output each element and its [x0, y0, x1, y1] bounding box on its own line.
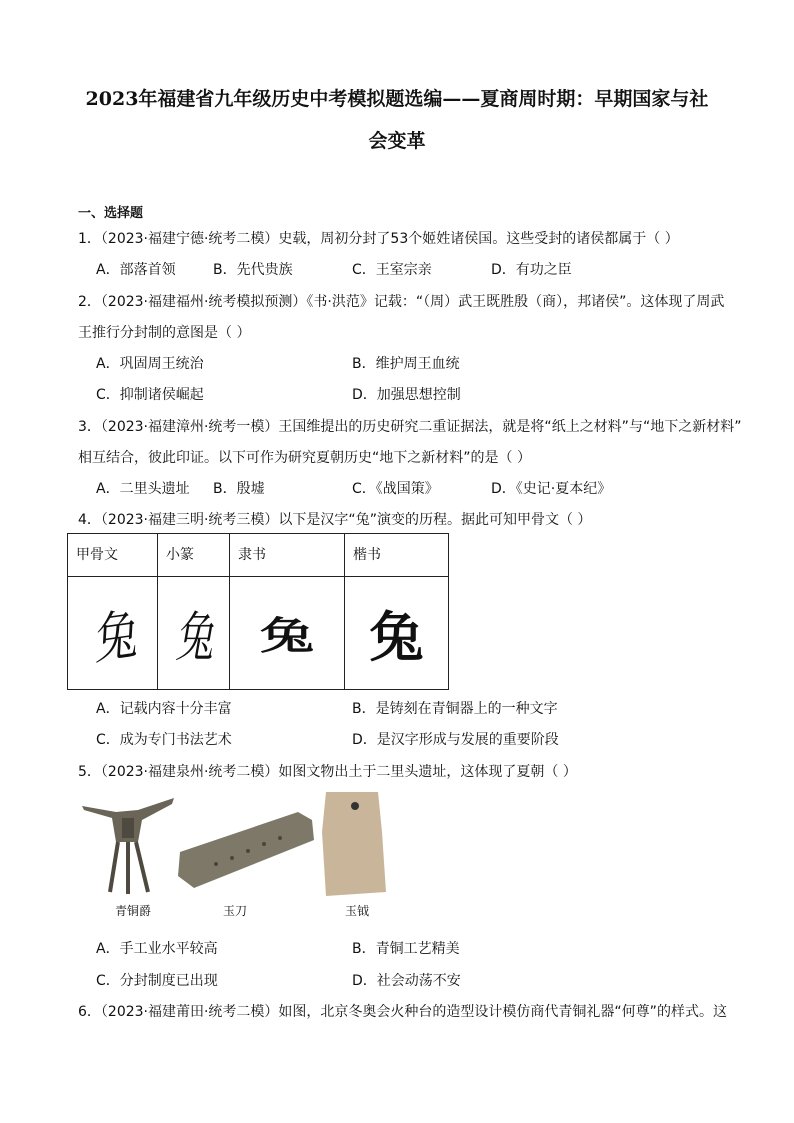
q5-option-b[interactable]: B．青铜工艺精美 [352, 941, 460, 957]
table-header-clerical: 隶书 [230, 534, 345, 577]
section-heading: 一、选择题 [78, 206, 144, 221]
regular-script-glyph: 兔 [345, 577, 449, 690]
artifact-images [76, 792, 406, 902]
q1-option-a[interactable]: A．部落首领 [96, 262, 176, 278]
q4-option-a[interactable]: A．记载内容十分丰富 [96, 701, 232, 717]
q3-option-d[interactable]: D．《史记·夏本纪》 [491, 481, 612, 497]
caption-bronze-jue: 青铜爵 [114, 904, 151, 918]
q1-option-b[interactable]: B．先代贵族 [213, 262, 293, 278]
q4-option-c[interactable]: C．成为专门书法艺术 [96, 732, 232, 748]
table-header-seal: 小篆 [158, 534, 230, 577]
q5-option-d[interactable]: D．社会动荡不安 [352, 973, 461, 989]
q1-option-c[interactable]: C．王室宗亲 [352, 262, 432, 278]
jade-blade-image [178, 812, 314, 888]
q5-option-a[interactable]: A．手工业水平较高 [96, 941, 218, 957]
q3-option-c[interactable]: C．《战国策》 [352, 481, 439, 497]
oracle-bone-glyph: 兔 [68, 577, 158, 690]
q2-stem-line2: 王推行分封制的意图是（ ） [78, 325, 251, 341]
q6-stem: 6．（2023·福建莆田·统考二模）如图，北京冬奥会火种台的造型设计模仿商代青铜礼器“何尊”的样式。这 [78, 1004, 727, 1020]
q3-option-b[interactable]: B．殷墟 [213, 481, 265, 497]
table-header-oracle: 甲骨文 [68, 534, 158, 577]
caption-jade-axe: 玉钺 [344, 904, 369, 918]
character-evolution-table [67, 533, 449, 690]
q1-stem: 1．（2023·福建宁德·统考二模）史载，周初分封了53个姬姓诸侯国。这些受封的诸侯都属于（ ） [78, 231, 679, 247]
q4-option-d[interactable]: D．是汉字形成与发展的重要阶段 [352, 732, 559, 748]
q3-option-a[interactable]: A．二里头遗址 [96, 481, 190, 497]
q5-option-c[interactable]: C．分封制度已出现 [96, 973, 218, 989]
q2-option-c[interactable]: C．抑制诸侯崛起 [96, 387, 204, 403]
q5-stem: 5．（2023·福建泉州·统考二模）如图文物出土于二里头遗址，这体现了夏朝（ ） [78, 764, 577, 780]
q4-option-b[interactable]: B．是铸刻在青铜器上的一种文字 [352, 701, 558, 717]
bronze-jue-image [82, 798, 174, 894]
q3-stem-line2: 相互结合，彼此印证。以下可作为研究夏朝历史“地下之新材料”的是（ ） [78, 450, 531, 466]
seal-script-glyph: 兔 [158, 577, 230, 690]
q2-option-d[interactable]: D．加强思想控制 [352, 387, 461, 403]
caption-jade-blade: 玉刀 [222, 904, 247, 918]
jade-axe-image [322, 792, 386, 896]
q1-option-d[interactable]: D．有功之臣 [491, 262, 572, 278]
title-line-1: 2023年福建省九年级历史中考模拟题选编——夏商周时期：早期国家与社 [85, 88, 709, 110]
q2-option-b[interactable]: B．维护周王血统 [352, 356, 460, 372]
title-line-2: 会变革 [368, 130, 426, 152]
q2-stem-line1: 2．（2023·福建福州·统考模拟预测）《书·洪范》记载：“（周）武王既胜殷（商），邦诸侯”。这体现了周武 [78, 294, 725, 310]
q4-stem: 4．（2023·福建三明·统考三模）以下是汉字“兔”演变的历程。据此可知甲骨文（ ） [78, 512, 592, 528]
q2-option-a[interactable]: A．巩固周王统治 [96, 356, 204, 372]
q3-stem-line1: 3．（2023·福建漳州·统考一模）王国维提出的历史研究二重证据法，就是将“纸上之材料”与“地下之新材料” [78, 419, 742, 435]
document-title [60, 78, 734, 162]
table-header-regular: 楷书 [345, 534, 449, 577]
clerical-script-glyph: 兔 [230, 577, 345, 690]
